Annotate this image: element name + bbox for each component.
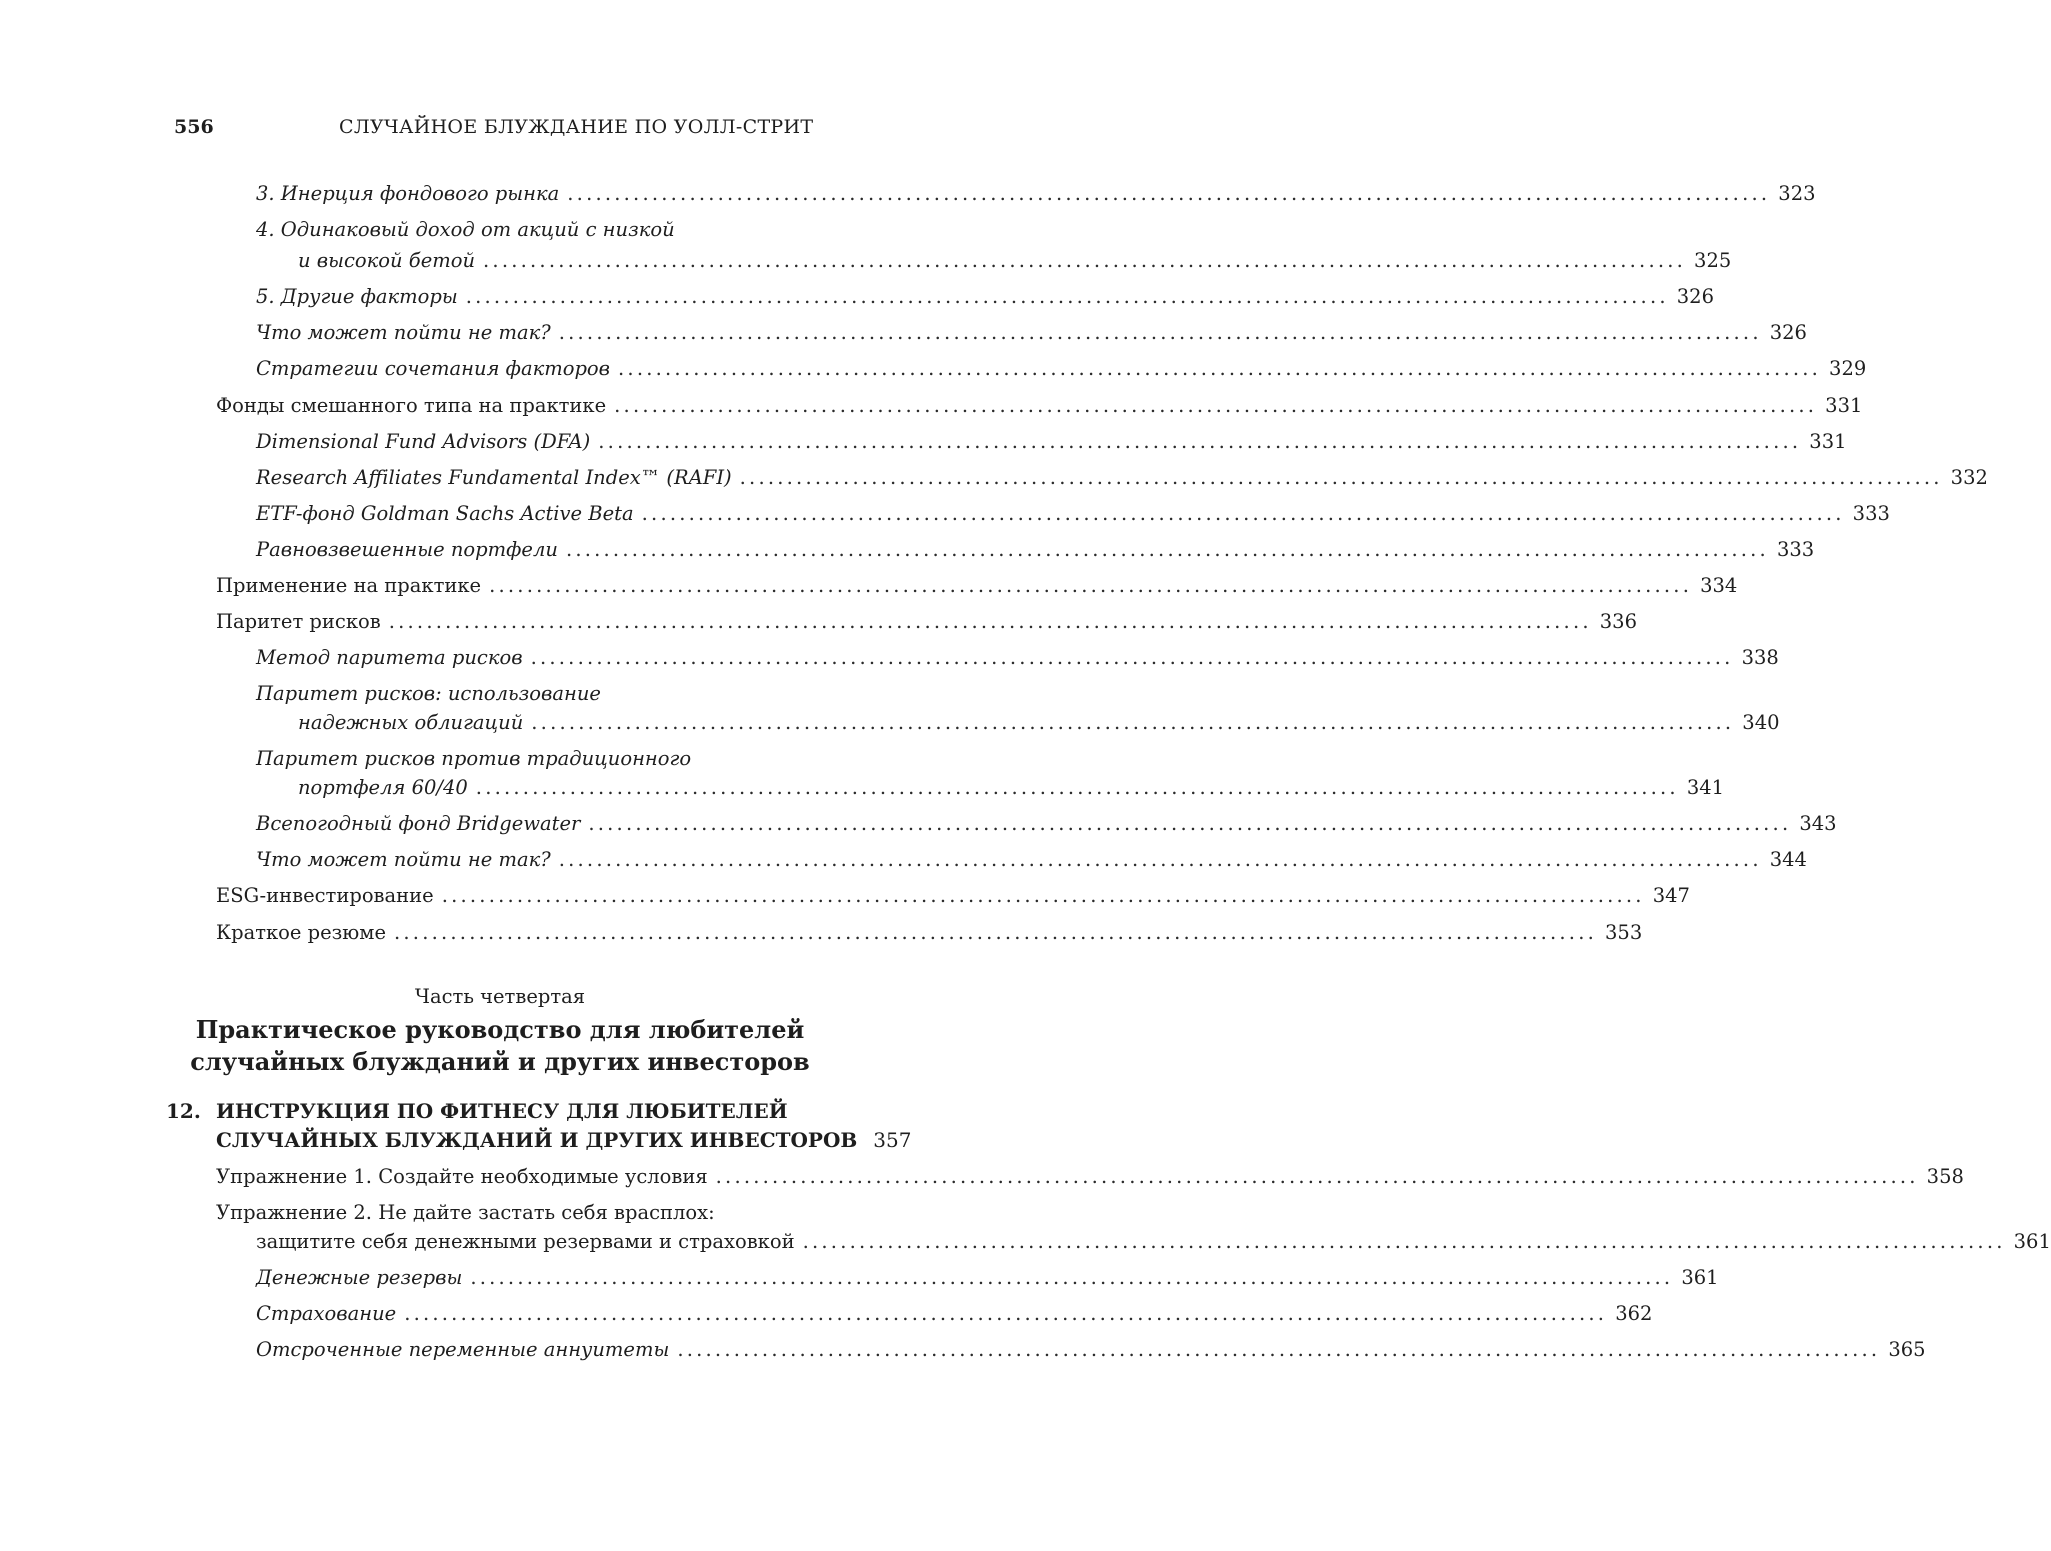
- toc-entry: [256, 182, 1816, 206]
- dot-leader: ................................................................................................................................: [558, 848, 1762, 871]
- toc-entry-label-line1: Упражнение 2. Не дайте застать себя врасплох:: [216, 1201, 715, 1224]
- toc-entry: [298, 249, 1732, 273]
- toc-entry-page: 340: [1742, 711, 1780, 734]
- dot-leader: ................................................................................................................................: [470, 1266, 1674, 1289]
- toc-entry: [216, 574, 1738, 598]
- toc-entry-page: 343: [1799, 812, 1837, 835]
- dot-leader: ................................................................................................................................: [618, 357, 1822, 380]
- toc-entry-page: 334: [1700, 574, 1738, 597]
- toc-entry-page: 344: [1769, 848, 1807, 871]
- toc-entry-page: 325: [1694, 249, 1732, 272]
- toc-entry: [216, 921, 1643, 945]
- toc-entry: [256, 812, 1837, 836]
- toc-entry-label: Всепогодный фонд Bridgewater: [256, 812, 581, 835]
- toc-entry: [216, 394, 1863, 418]
- toc-entry-label: портфеля 60/40: [298, 776, 468, 799]
- toc-entry-label-line1: 4. Одинаковый доход от акций с низкой: [256, 218, 675, 241]
- toc-entry-label: защитите себя денежными резервами и страховкой: [256, 1230, 795, 1253]
- toc-entry-label: Что может пойти не так?: [256, 848, 551, 871]
- toc-entry-page: 341: [1686, 776, 1725, 799]
- toc-entry-page: 333: [1776, 538, 1815, 561]
- toc-entry-label: и высокой бетой: [298, 249, 476, 272]
- dot-leader: ................................................................................................................................: [677, 1338, 1881, 1361]
- toc-entry-page: 332: [1950, 466, 1988, 489]
- dot-leader: ................................................................................................................................: [565, 538, 1769, 561]
- dot-leader: ................................................................................................................................: [483, 249, 1687, 272]
- toc-entry-label: надежных облигаций: [298, 711, 524, 734]
- chapter-entry: [216, 1128, 912, 1152]
- toc-entry-label: 3. Инерция фондового рынка: [256, 182, 560, 205]
- toc-entry-page: 362: [1615, 1302, 1653, 1325]
- part-label: Часть четвертая: [414, 985, 586, 1008]
- toc-entry: [216, 1165, 1964, 1189]
- toc-entry: [256, 1302, 1653, 1326]
- toc-entry: [298, 776, 1725, 800]
- toc-entry: [256, 1338, 1926, 1362]
- toc-entry-label: Денежные резервы: [256, 1266, 463, 1289]
- toc-entry-page: 361: [1681, 1266, 1719, 1289]
- toc-entry: [256, 502, 1890, 526]
- toc-entry-label: Краткое резюме: [216, 921, 386, 944]
- chapter-number: 12.: [166, 1099, 201, 1123]
- dot-leader: ................................................................................................................................: [394, 921, 1598, 944]
- toc-entry-label-line1: Паритет рисков: использование: [256, 682, 601, 705]
- toc-entry-page: 347: [1652, 884, 1690, 907]
- dot-leader: ................................................................................................................................: [475, 776, 1679, 799]
- toc-entry-label: Research Affiliates Fundamental Index™ (RAFI): [256, 466, 732, 489]
- toc-entry-page: 336: [1599, 610, 1637, 633]
- toc-entry-page: 326: [1676, 285, 1714, 308]
- dot-leader: ................................................................................................................................: [802, 1230, 2006, 1253]
- toc-entry-page: 361: [2013, 1230, 2051, 1253]
- toc-entry-label: Отсроченные переменные аннуитеты: [256, 1338, 670, 1361]
- toc-entry-label: ETF-фонд Goldman Sachs Active Beta: [256, 502, 634, 525]
- toc-entry: [256, 285, 1714, 309]
- dot-leader: ................................................................................................................................: [739, 466, 1943, 489]
- toc-entry-label: Dimensional Fund Advisors (DFA): [256, 430, 591, 453]
- toc-entry-label: Равновзвешенные портфели: [256, 538, 558, 561]
- toc-entry: [256, 1230, 2051, 1254]
- toc-entry-page: 338: [1741, 646, 1779, 669]
- toc-entry: [256, 466, 1988, 490]
- dot-leader: ................................................................................................................................: [388, 610, 1592, 633]
- toc-entry: [298, 711, 1780, 735]
- dot-leader: ................................................................................................................................: [641, 502, 1845, 525]
- toc-entry: [256, 321, 1807, 345]
- toc-entry: [256, 538, 1815, 562]
- toc-entry: [216, 884, 1690, 908]
- dot-leader: ................................................................................................................................: [531, 711, 1735, 734]
- dot-leader: ................................................................................................................................: [530, 646, 1734, 669]
- dot-leader: ................................................................................................................................: [441, 884, 1645, 907]
- toc-entry-page: 353: [1605, 921, 1643, 944]
- dot-leader: ................................................................................................................................: [614, 394, 1818, 417]
- dot-leader: ................................................................................................................................: [715, 1165, 1919, 1188]
- toc-entry-label: Применение на практике: [216, 574, 482, 597]
- dot-leader: ................................................................................................................................: [598, 430, 1802, 453]
- part-title: [0, 1014, 1000, 1078]
- toc-entry: [256, 1266, 1719, 1290]
- running-header: [174, 116, 894, 146]
- toc-entry: [256, 848, 1807, 872]
- toc-entry-label: ESG-инвестирование: [216, 884, 434, 907]
- toc-entry-label: Что может пойти не так?: [256, 321, 551, 344]
- dot-leader: ................................................................................................................................: [588, 812, 1792, 835]
- dot-leader: ................................................................................................................................: [404, 1302, 1608, 1325]
- toc-entry: [256, 357, 1867, 381]
- toc-entry-page: 333: [1852, 502, 1890, 525]
- toc-entry: [216, 610, 1637, 634]
- part-title-line1: Практическое руководство для любителей: [195, 1015, 805, 1044]
- toc-entry: [256, 430, 1847, 454]
- toc-entry-page: 358: [1926, 1165, 1964, 1188]
- toc-entry-label: Метод паритета рисков: [256, 646, 523, 669]
- toc-entry-label: Фонды смешанного типа на практике: [216, 394, 607, 417]
- toc-entry-page: 323: [1778, 182, 1816, 205]
- toc-entry-label: Паритет рисков: [216, 610, 381, 633]
- chapter-title-line2: СЛУЧАЙНЫХ БЛУЖДАНИЙ И ДРУГИХ ИНВЕСТОРОВ: [216, 1128, 858, 1152]
- page-number: 556: [174, 116, 214, 138]
- toc-entry-label: Страхование: [256, 1302, 397, 1325]
- toc-entry: [256, 646, 1779, 670]
- dot-leader: ................................................................................................................................: [567, 182, 1771, 205]
- dot-leader: ................................................................................................................................: [558, 321, 1762, 344]
- toc-entry-page: 331: [1825, 394, 1863, 417]
- toc-entry-page: 331: [1809, 430, 1847, 453]
- toc-entry-label: Упражнение 1. Создайте необходимые условия: [216, 1165, 708, 1188]
- dot-leader: ................................................................................................................................: [465, 285, 1669, 308]
- running-title: СЛУЧАЙНОЕ БЛУЖДАНИЕ ПО УОЛЛ-СТРИТ: [339, 116, 814, 138]
- toc-entry-page: 326: [1769, 321, 1807, 344]
- chapter-title-line1: ИНСТРУКЦИЯ ПО ФИТНЕСУ ДЛЯ ЛЮБИТЕЛЕЙ: [216, 1099, 788, 1123]
- toc-entry-label-line1: Паритет рисков против традиционного: [256, 747, 692, 770]
- toc-entry-label: Стратегии сочетания факторов: [256, 357, 611, 380]
- part-title-line2: случайных блужданий и других инвесторов: [190, 1047, 810, 1076]
- toc-entry-page: 365: [1888, 1338, 1926, 1361]
- toc-entry-label: 5. Другие факторы: [256, 285, 458, 308]
- dot-leader: ................................................................................................................................: [489, 574, 1693, 597]
- toc-entry-page: 329: [1829, 357, 1867, 380]
- chapter-page: 357: [873, 1128, 912, 1152]
